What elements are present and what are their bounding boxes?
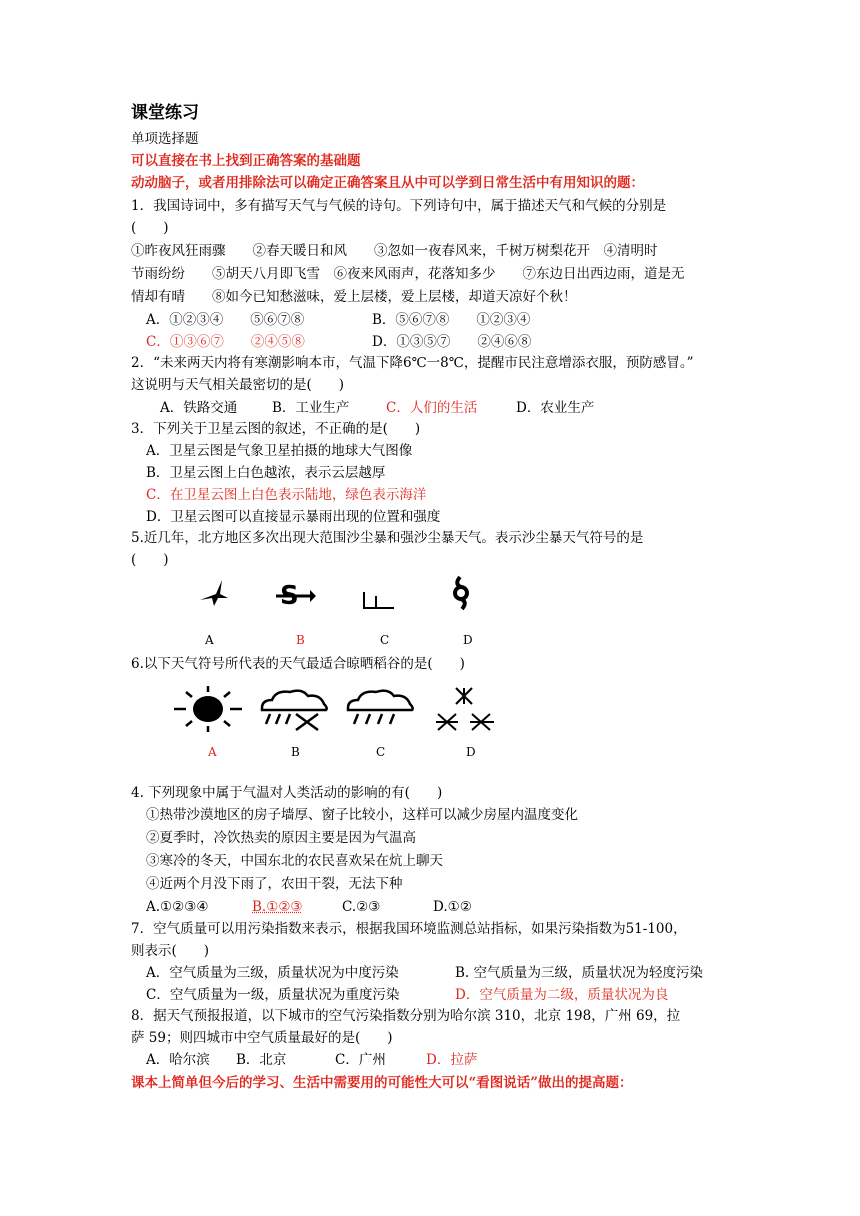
q4-item: ③寒冷的冬天，中国东北的农民喜欢呆在炕上聊天 — [146, 853, 443, 869]
sandstorm-alt-icon — [196, 574, 232, 610]
subheading: 单项选择题 — [131, 131, 199, 147]
q4-option-b: B.①②③ — [252, 899, 303, 915]
q4-stem: 4. 下列现象中属于气温对人类活动的影响的有( ) — [131, 785, 443, 801]
q6-label-c: C — [376, 745, 386, 759]
q8-option-d: D．拉萨 — [426, 1052, 478, 1068]
q2-option-b: B．工业生产 — [272, 400, 350, 416]
q3-option-a: A．卫星云图是气象卫星拍摄的地球大气图像 — [146, 443, 413, 459]
q1-poem-line: 节雨纷纷 ⑤胡天八月即飞雪 ⑥夜来风雨声，花落知多少 ⑦东边日出西边雨，道是无 — [131, 266, 685, 282]
sandstorm-icon — [276, 578, 316, 612]
q8-stem-cont: 萨 59；则四城市中空气质量最好的是( ) — [131, 1030, 393, 1046]
q1-poem-line: 情却有晴 ⑧如今已知愁滋味，爱上层楼，爱上层楼，却道天凉好个秋！ — [131, 289, 577, 305]
q3-option-c: C．在卫星云图上白色表示陆地，绿色表示海洋 — [146, 487, 427, 503]
q2-stem-cont: 这说明与天气相关最密切的是( ) — [131, 377, 345, 393]
q3-option-d: D．卫星云图可以直接显示暴雨出现的位置和强度 — [146, 509, 441, 525]
q2-option-d: D．农业生产 — [516, 400, 595, 416]
q5-label-b: B — [296, 633, 305, 647]
section-thinking: 动动脑子，或者用排除法可以确定正确答案且从中可以学到日常生活中有用知识的题： — [131, 175, 644, 191]
q2-option-c: C．人们的生活 — [386, 400, 478, 416]
q4-item: ②夏季时，冷饮热卖的原因主要是因为气温高 — [146, 830, 416, 846]
q2-stem: 2．“未来两天内将有寒潮影响本市，气温下降6℃一8℃，提醒市民注意增添衣服，预防感冒。” — [131, 355, 694, 371]
q7-option-b: B. 空气质量为三级，质量状况为轻度污染 — [455, 965, 704, 981]
q1-option-b: B．⑤⑥⑦⑧ ①②③④ — [372, 312, 531, 328]
q1-stem: 1．我国诗词中，多有描写天气与气候的诗句。下列诗句中，属于描述天气和气候的分别是 — [131, 198, 667, 214]
q4-item: ①热带沙漠地区的房子墙厚、窗子比较小，这样可以减少房屋内温度变化 — [146, 807, 578, 823]
svg-text:S: S — [280, 581, 299, 611]
q6-label-d: D — [466, 745, 476, 759]
snow-icon — [436, 686, 496, 732]
q5-stem-paren: ( ) — [131, 552, 169, 568]
q7-option-c: C．空气质量为一级，质量状况为重度污染 — [146, 987, 400, 1003]
q1-poem-line: ①昨夜风狂雨骤 ②春天暖日和风 ③忽如一夜春风来，千树万树梨花开 ④清明时 — [131, 243, 658, 259]
q8-option-b: B．北京 — [236, 1052, 287, 1068]
q7-stem: 7．空气质量可以用污染指数来表示，根据我国环境监测总站指标，如果污染指数为51-100， — [131, 921, 687, 937]
q4-option-a: A.①②③④ — [146, 899, 209, 915]
q5-label-a: A — [205, 633, 214, 647]
typhoon-icon — [450, 576, 472, 610]
q6-label-a: A — [208, 745, 217, 759]
section-advanced: 课本上简单但今后的学习、生活中需要用的可能性大可以“看图说话”做出的提高题： — [131, 1075, 633, 1091]
q2-option-a: A．铁路交通 — [160, 400, 238, 416]
q6-label-b: B — [291, 745, 300, 759]
q4-item: ④近两个月没下雨了，农田干裂，无法下种 — [146, 876, 403, 892]
q5-stem: 5.近几年，北方地区多次出现大范围沙尘暴和强沙尘暴天气。表示沙尘暴天气符号的是 — [131, 530, 644, 546]
q7-stem-cont: 则表示( ) — [131, 943, 210, 959]
q7-option-a: A．空气质量为三级，质量状况为中度污染 — [146, 965, 399, 981]
sleet-icon — [258, 688, 330, 732]
sunny-icon — [172, 686, 244, 732]
q8-stem: 8．据天气预报报道，以下城市的空气污染指数分别为哈尔滨 310，北京 198，广州 69，拉 — [131, 1008, 681, 1024]
q8-option-c: C．广州 — [335, 1052, 386, 1068]
q6-stem: 6.以下天气符号所代表的天气最适合晾晒稻谷的是( ) — [131, 656, 465, 672]
page-title: 课堂练习 — [131, 103, 199, 123]
section-basic: 可以直接在书上找到正确答案的基础题 — [131, 153, 361, 169]
q3-stem: 3．下列关于卫星云图的叙述，不正确的是( ) — [131, 421, 421, 437]
q1-option-a: A．①②③④ ⑤⑥⑦⑧ — [146, 312, 305, 328]
q8-option-a: A．哈尔滨 — [146, 1052, 210, 1068]
q5-label-c: C — [380, 633, 390, 647]
q4-option-c: C.②③ — [342, 899, 381, 915]
q5-label-d: D — [463, 633, 473, 647]
q1-stem-paren: ( ) — [131, 220, 169, 236]
sand-blowing-icon — [362, 590, 396, 610]
q1-option-c: C．①③⑥⑦ ②④⑤⑧ — [146, 334, 305, 350]
q4-option-d: D.①② — [433, 899, 472, 915]
q7-option-d: D．空气质量为二级，质量状况为良 — [455, 987, 669, 1003]
rain-icon — [344, 688, 416, 732]
q1-option-d: D．①③⑤⑦ ②④⑥⑧ — [372, 334, 532, 350]
q3-option-b: B．卫星云图上白色越浓，表示云层越厚 — [146, 465, 386, 481]
